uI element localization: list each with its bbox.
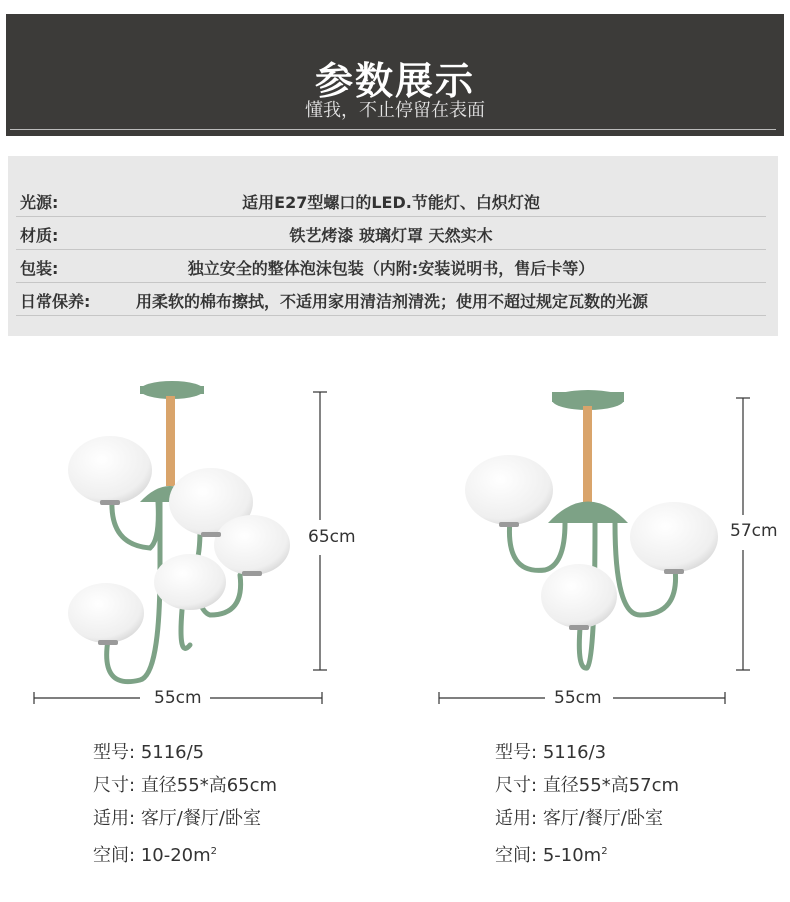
space-unit-sup: 2: [210, 846, 218, 857]
spec-row-material: [16, 217, 766, 250]
spec-value: 铁艺烤漆 玻璃灯罩 天然实木: [289, 226, 493, 245]
size-label: 尺寸:: [495, 775, 538, 796]
space-value: 10-20m: [140, 845, 211, 866]
use-label: 适用:: [495, 808, 538, 829]
header-divider: [10, 129, 776, 130]
space-row: [93, 835, 277, 872]
size-value: 直径55*高57cm: [542, 775, 680, 796]
spec-label: 日常保养:: [20, 292, 91, 311]
spec-label: 光源:: [20, 193, 59, 212]
spec-label: 材质:: [20, 226, 59, 245]
space-label: 空间:: [93, 845, 136, 866]
space-value: 5-10m: [542, 845, 602, 866]
space-unit-sup: 2: [601, 846, 608, 857]
section-subtitle: 懂我，不止停留在表面: [305, 100, 485, 121]
spec-label: 包装:: [20, 259, 59, 278]
width-dimension-label: 55cm: [150, 688, 206, 708]
size-row: [93, 769, 277, 802]
size-row: [495, 769, 679, 802]
spec-value: 独立安全的整体泡沫包装（内附:安装说明书，售后卡等）: [187, 259, 595, 278]
model-value: 5116/5: [140, 742, 205, 763]
chandelier-3-head-image: [395, 370, 790, 720]
space-row: [495, 835, 679, 872]
space-label: 空间:: [495, 845, 538, 866]
use-value: 客厅/餐厅/卧室: [140, 808, 261, 829]
size-label: 尺寸:: [93, 775, 136, 796]
spec-table: [8, 156, 778, 336]
model-label: 型号:: [495, 742, 538, 763]
model-row: [495, 736, 679, 769]
model-row: [93, 736, 277, 769]
product-info-5116-3: [495, 736, 679, 872]
width-dimension-label: 55cm: [550, 688, 606, 708]
model-value: 5116/3: [542, 742, 607, 763]
spec-value: 用柔软的棉布擦拭，不适用家用清洁剂清洗；使用不超过规定瓦数的光源: [136, 292, 649, 311]
size-value: 直径55*高65cm: [140, 775, 278, 796]
spec-value: 适用E27型螺口的LED.节能灯、白炽灯泡: [242, 193, 540, 212]
section-title: 参数展示: [314, 58, 475, 103]
use-label: 适用:: [93, 808, 136, 829]
spec-row-maintenance: [16, 283, 766, 316]
spec-row-light-source: [16, 184, 766, 217]
use-row: [495, 802, 679, 835]
section-header: [6, 14, 784, 136]
product-info-5116-5: [93, 736, 277, 872]
height-dimension-label: 57cm: [726, 521, 782, 541]
spec-row-packaging: [16, 250, 766, 283]
use-row: [93, 802, 277, 835]
height-dimension-label: 65cm: [304, 527, 360, 547]
model-label: 型号:: [93, 742, 136, 763]
use-value: 客厅/餐厅/卧室: [542, 808, 663, 829]
